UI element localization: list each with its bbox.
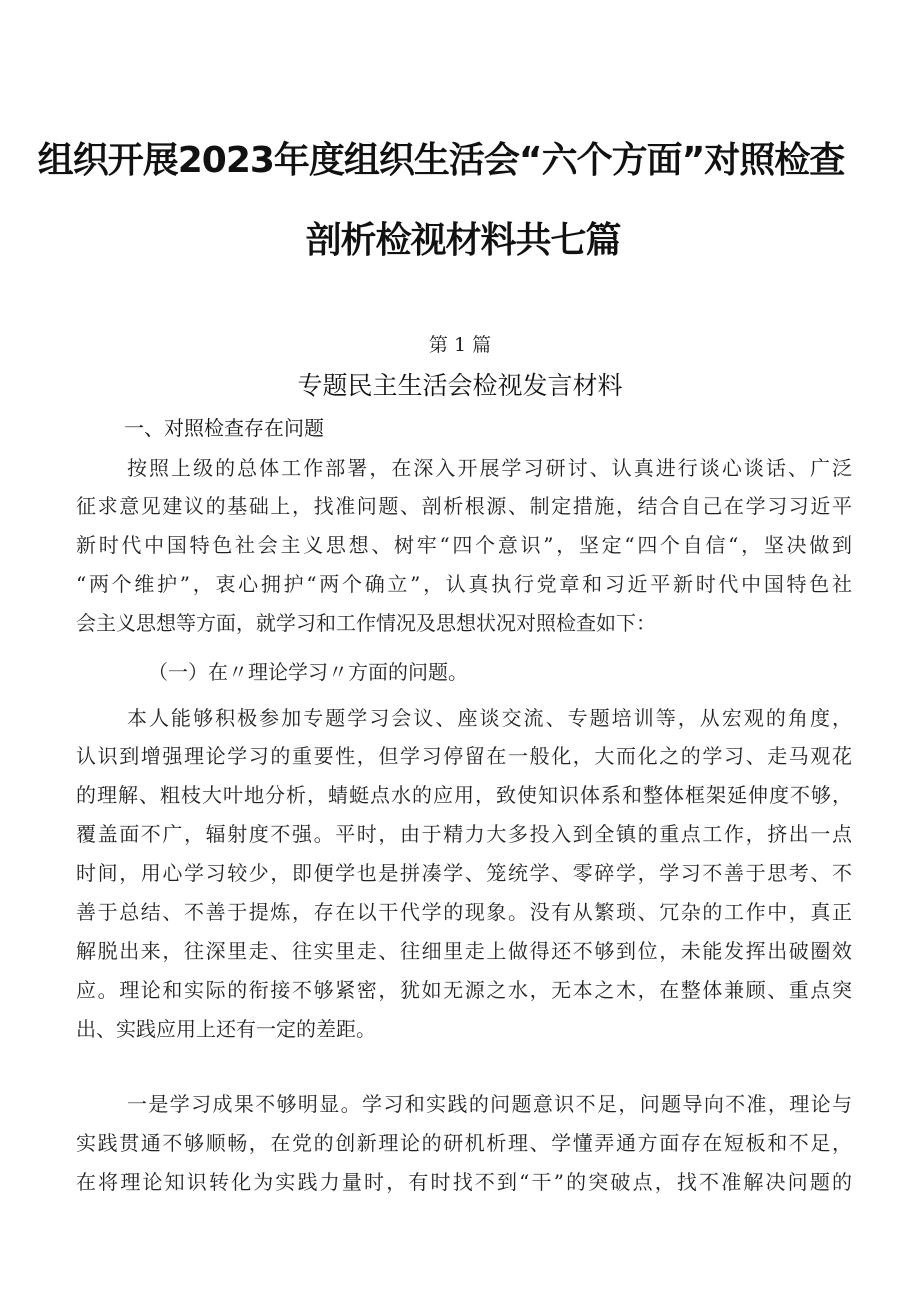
paragraph-2-line-1: 本人能够积极参加专题学习会议、座谈交流、专题培训等，从宏观的角度，: [127, 706, 852, 730]
paragraph-2-line-4: 覆盖面不广，辐射度不强。平时，由于精力大多投入到全镇的重点工作，挤出一点: [76, 822, 852, 846]
paragraph-1-line-1: 按照上级的总体工作部署，在深入开展学习研讨、认真进行谈心谈话、广泛: [127, 456, 852, 480]
paragraph-3-line-3: 在将理论知识转化为实践力量时，有时找不到“干”的突破点，找不准解决问题的: [76, 1170, 852, 1194]
paragraph-1-line-2: 征求意见建议的基础上，找准问题、剖析根源、制定措施，结合自己在学习习近平: [76, 494, 852, 518]
paragraph-2-line-7: 解脱出来，往深里走、往实里走、往细里走上做得还不够到位，未能发挥出破圈效: [76, 939, 852, 963]
paragraph-2-line-2: 认识到增强理论学习的重要性，但学习停留在一般化，大而化之的学习、走马观花: [76, 744, 852, 768]
paragraph-2-line-8: 应。理论和实际的衔接不够紧密，犹如无源之水，无本之木，在整体兼顾、重点突: [76, 978, 852, 1002]
chapter-number: 第 1 篇: [428, 334, 492, 356]
subheading-theory-study: （一）在〃理论学习〃方面的问题。: [148, 660, 468, 684]
chapter-title: 专题民主生活会检视发言材料: [297, 371, 623, 400]
document-title-line-1: 组织开展2023年度组织生活会“六个方面”对照检查: [37, 140, 845, 181]
paragraph-2-line-5: 时间，用心学习较少，即便学也是拼凑学、笼统学、零碎学，学习不善于思考、不: [76, 861, 852, 885]
paragraph-1-line-3: 新时代中国特色社会主义思想、树牢“四个意识”，坚定“四个自信“，坚决做到: [76, 533, 852, 557]
section-heading: 一、对照检查存在问题: [124, 416, 324, 440]
paragraph-3-line-1: 一是学习成果不够明显。学习和实践的问题意识不足，问题导向不准，理论与: [127, 1092, 852, 1116]
document-title-line-2: 剖析检视材料共七篇: [305, 220, 621, 261]
paragraph-3-line-2: 实践贯通不够顺畅，在党的创新理论的研机析理、学懂弄通方面存在短板和不足，: [76, 1131, 852, 1155]
paragraph-2-line-9: 出、实践应用上还有一定的差距。: [76, 1017, 376, 1041]
paragraph-2-line-3: 的理解、粗枝大叶地分析，蜻蜓点水的应用，致使知识体系和整体框架延伸度不够，: [76, 783, 852, 807]
paragraph-1-line-5: 会主义思想等方面，就学习和工作情况及思想状况对照检查如下：: [76, 611, 656, 635]
paragraph-2-line-6: 善于总结、不善于提炼，存在以干代学的现象。没有从繁琐、冗杂的工作中，真正: [76, 900, 852, 924]
paragraph-1-line-4: “两个维护”，衷心拥护“两个确立”，认真执行党章和习近平新时代中国特色社: [76, 572, 852, 596]
